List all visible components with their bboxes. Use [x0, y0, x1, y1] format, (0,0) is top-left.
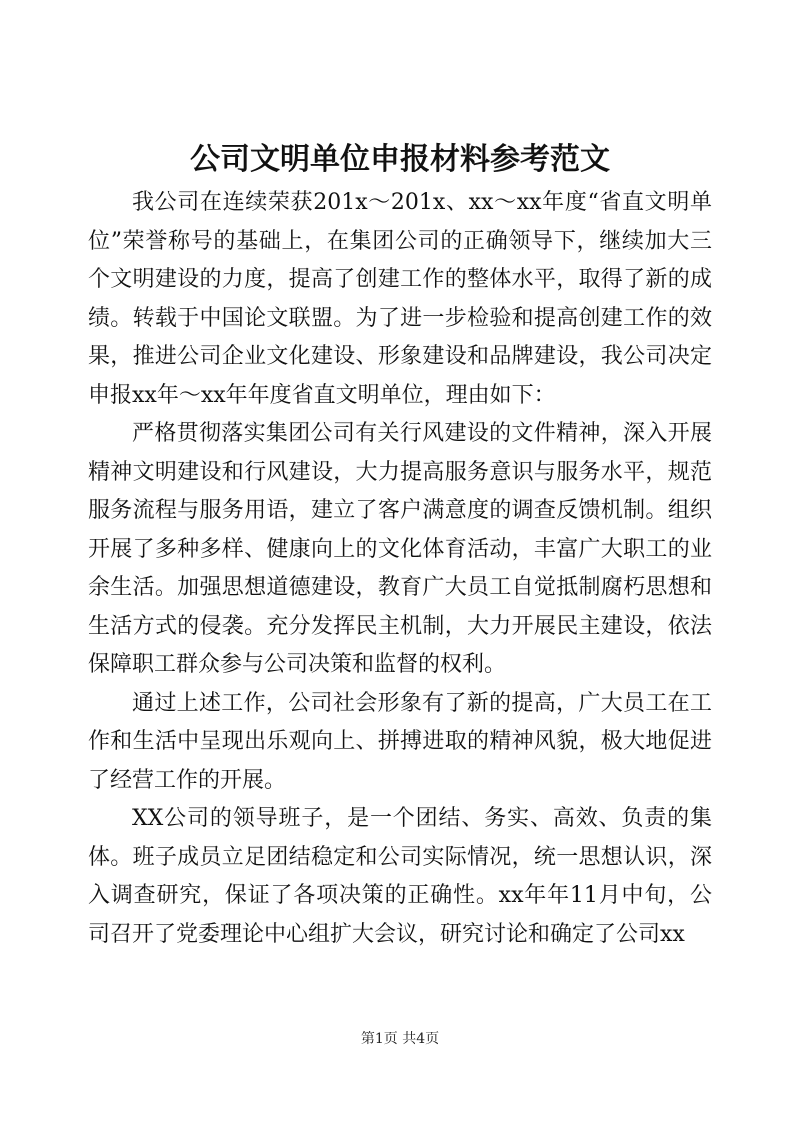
paragraph-4: XX公司的领导班子，是一个团结、务实、高效、负责的集体。班子成员立足团结稳定和公司实际情况，统一思想认识，深入调查研究，保证了各项决策的正确性。xx年年11月中旬，公司召开了党委理论中心组扩大会议，研究讨论和确定了公司xx [88, 806, 712, 947]
paragraph-2: 严格贯彻落实集团公司有关行风建设的文件精神，深入开展精神文明建设和行风建设，大力提高服务意识与服务水平，规范服务流程与服务用语，建立了客户满意度的调查反馈机制。组织开展了多种多样、健康向上的文化体育活动，丰富广大职工的业余生活。加强思想道德建设，教育广大员工自觉抵制腐朽思想和生活方式的侵袭。充分发挥民主机制，大力开展民主建设，依法保障职工群众参与公司决策和监督的权利。 [88, 421, 712, 677]
document-body [88, 184, 712, 954]
page-number-footer: 第1页 共4页 [360, 1031, 440, 1047]
paragraph-1: 我公司在连续荣获201x～201x、xx～xx年度“省直文明单位”荣誉称号的基础上，在集团公司的正确领导下，继续加大三个文明建设的力度，提高了创建工作的整体水平，取得了新的成绩。转载于中国论文联盟。为了进一步检验和提高创建工作的效果，推进公司企业文化建设、形象建设和品牌建设，我公司决定申报xx年～xx年年度省直文明单位，理由如下： [88, 190, 712, 408]
paragraph-3: 通过上述工作，公司社会形象有了新的提高，广大员工在工作和生活中呈现出乐观向上、拼搏进取的精神风貌，极大地促进了经营工作的开展。 [88, 690, 712, 793]
document-title: 公司文明单位申报材料参考范文 [190, 142, 610, 177]
